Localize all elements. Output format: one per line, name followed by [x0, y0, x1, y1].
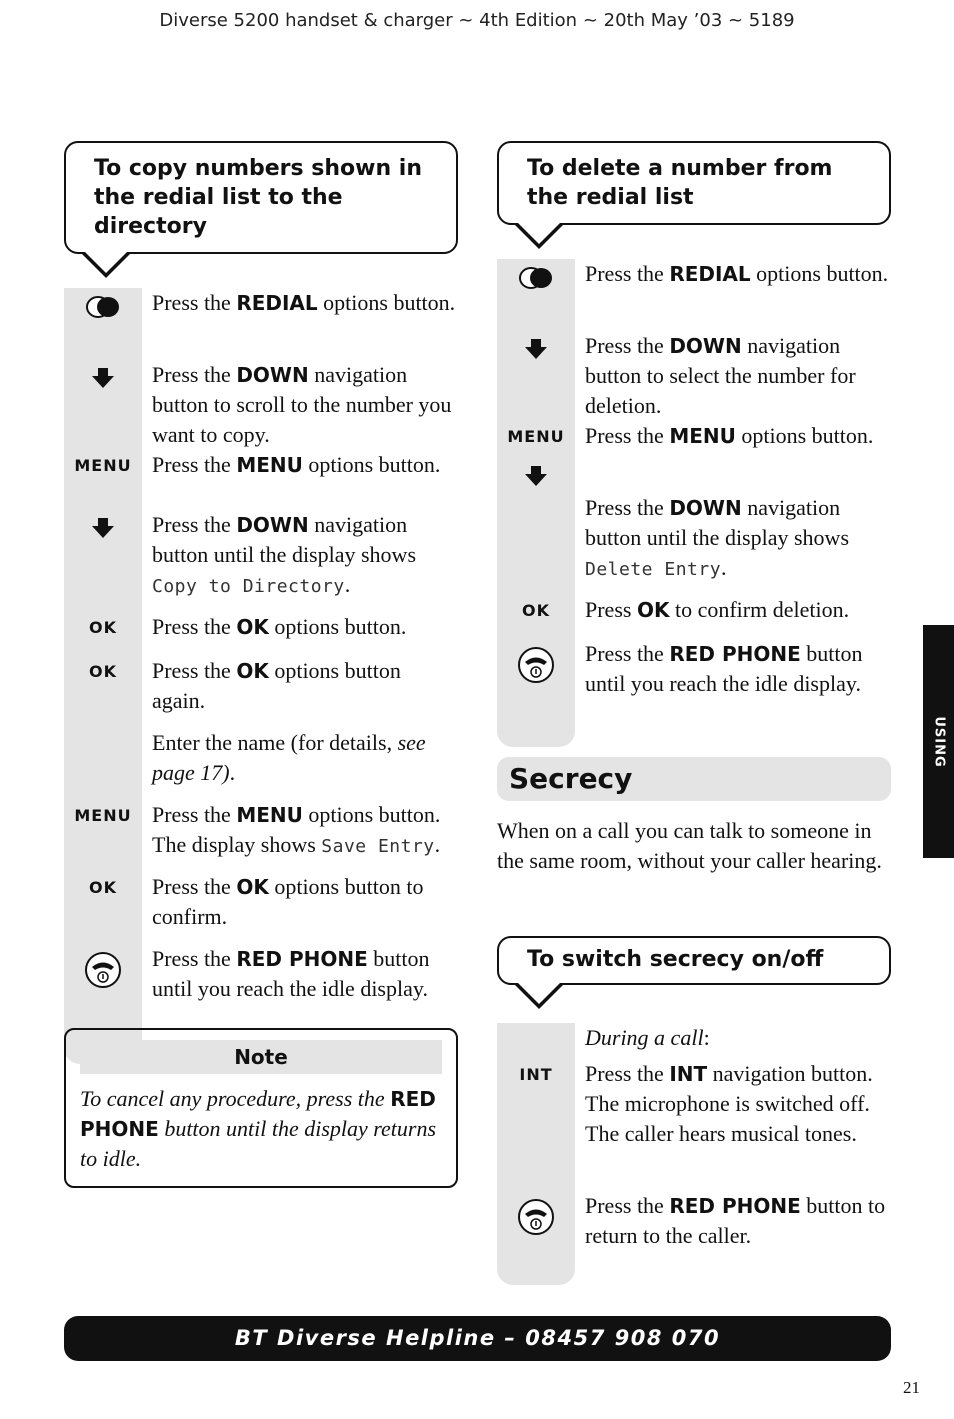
step-row	[64, 612, 458, 656]
key-label: OK	[89, 618, 117, 637]
callout-tail	[513, 983, 565, 1009]
redial-icon	[64, 288, 142, 320]
step-text: Press the OK options button again.	[152, 658, 401, 713]
step-row	[497, 595, 891, 639]
procedure-title: To switch secrecy on/off	[527, 947, 824, 972]
key-label: INT	[519, 1065, 553, 1084]
key-label: OK	[522, 601, 550, 620]
helpline-banner: BT Diverse Helpline – 08457 908 070	[64, 1316, 891, 1361]
step-text: Press the RED PHONE button until you reach the idle display.	[152, 946, 430, 1001]
step-row	[497, 1191, 891, 1261]
step-row	[497, 1059, 891, 1191]
key-label: MENU	[74, 456, 132, 475]
step-text: Press the INT navigation button. The microphone is switched off. The caller hears musical tones.	[585, 1061, 873, 1146]
step-row	[64, 656, 458, 728]
key-label: OK	[89, 878, 117, 897]
step-list	[64, 288, 458, 1014]
key-label: MENU	[74, 806, 132, 825]
ok-key-label	[497, 595, 575, 620]
step-text: Press the REDIAL options button.	[152, 290, 456, 315]
procedure-title: To delete a number from the redial list	[527, 156, 833, 210]
step-row	[64, 872, 458, 944]
step-row	[64, 360, 458, 450]
step-text: During a call:	[585, 1025, 710, 1050]
callout-tail	[513, 223, 565, 249]
procedure-heading-box	[497, 936, 891, 985]
step-row	[64, 288, 458, 360]
step-text: Press OK to confirm deletion.	[585, 597, 850, 622]
step-row	[497, 259, 891, 331]
step-row	[64, 728, 458, 800]
note-heading: Note	[80, 1040, 442, 1074]
down-arrow-icon	[64, 510, 142, 540]
step-text: Press the REDIAL options button.	[585, 261, 889, 286]
menu-key-label	[497, 421, 575, 493]
step-row	[497, 639, 891, 709]
note-box	[64, 1028, 458, 1188]
page-header: Diverse 5200 handset & charger ~ 4th Edition ~ 20th May ’03 ~ 5189	[159, 10, 795, 31]
menu-key-label	[64, 800, 142, 825]
down-arrow-icon	[524, 464, 548, 493]
step-row	[64, 944, 458, 1014]
step-text: Press the DOWN navigation button to select the number for deletion.	[585, 333, 856, 418]
section-side-tab: USING	[923, 625, 954, 858]
step-text: Enter the name (for details, see page 17).	[152, 730, 426, 785]
step-row	[64, 800, 458, 872]
step-text: Press the DOWN navigation button to scroll to the number you want to copy.	[152, 362, 452, 447]
step-list	[497, 1023, 891, 1261]
menu-key-label	[64, 450, 142, 475]
down-arrow-icon	[64, 360, 142, 390]
step-text: Press the OK options button.	[152, 614, 407, 639]
ok-key-label	[64, 872, 142, 897]
step-text: Press the DOWN navigation button until the display shows Copy to Directory.	[152, 512, 416, 597]
red-phone-icon	[497, 1191, 575, 1237]
int-key-label	[497, 1059, 575, 1084]
step-text: Press the RED PHONE button to return to the caller.	[585, 1193, 886, 1248]
procedure-heading-box	[497, 141, 891, 225]
redial-icon	[497, 259, 575, 291]
page-number: 21	[903, 1378, 920, 1397]
procedure-heading-box	[64, 141, 458, 254]
down-arrow-icon	[497, 331, 575, 361]
secrecy-procedure	[497, 936, 891, 1261]
step-text: Press the RED PHONE button until you reach the idle display.	[585, 641, 863, 696]
ok-key-label	[64, 656, 142, 681]
step-text: Press the DOWN navigation button until the display shows Delete Entry.	[585, 495, 849, 580]
step-row	[64, 510, 458, 612]
key-label: OK	[89, 662, 117, 681]
step-text: Press the MENU options button.	[585, 423, 874, 448]
copy-to-directory-procedure	[64, 141, 458, 1014]
step-row	[497, 421, 891, 493]
section-body: When on a call you can talk to someone in the same room, without your caller hearing.	[497, 818, 882, 873]
step-text: Press the MENU options button. The display shows Save Entry.	[152, 802, 441, 857]
step-list	[497, 259, 891, 709]
red-phone-icon	[497, 639, 575, 685]
key-label: MENU	[507, 427, 565, 446]
step-icon-spacer	[64, 728, 142, 734]
step-text: Press the OK options button to confirm.	[152, 874, 424, 929]
procedure-title: To copy numbers shown in the redial list to the directory	[94, 156, 423, 239]
step-icon-spacer	[497, 493, 575, 499]
step-row	[497, 493, 891, 595]
step-text: Press the MENU options button.	[152, 452, 441, 477]
ok-key-label	[64, 612, 142, 637]
step-row	[497, 331, 891, 421]
red-phone-icon	[64, 944, 142, 990]
section-title: Secrecy	[497, 757, 891, 801]
note-text: To cancel any procedure, press the RED PHONE button until the display returns to idle.	[80, 1086, 437, 1171]
step-icon-spacer	[497, 1023, 575, 1029]
callout-tail	[80, 252, 132, 278]
delete-number-procedure	[497, 141, 891, 709]
step-row	[64, 450, 458, 510]
step-row	[497, 1023, 891, 1059]
